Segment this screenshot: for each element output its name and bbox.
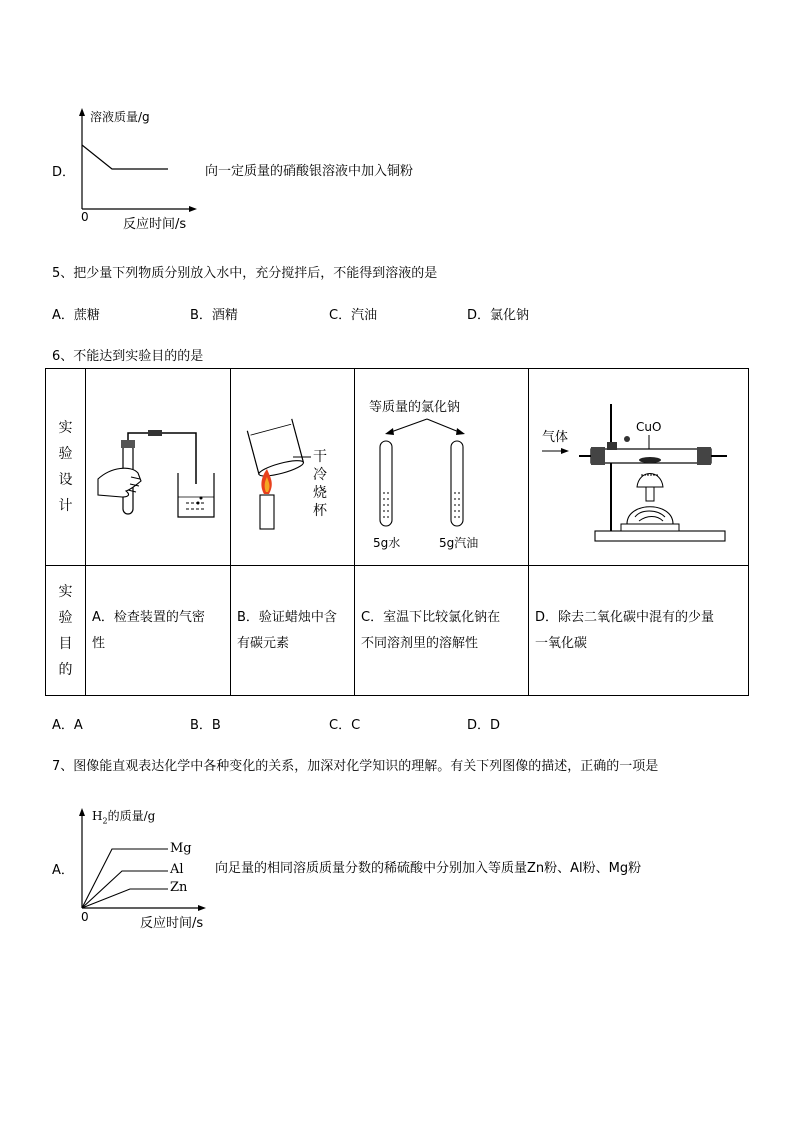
cuo-reduction-figure <box>529 369 748 561</box>
purpose-b: B．验证蜡烛中含 有碳元素 <box>231 566 355 696</box>
q6-option-c: C．C <box>329 718 361 733</box>
solubility-tubes-figure <box>355 369 528 561</box>
svg-text:干: 干 <box>313 449 327 465</box>
design-c-solubility <box>355 369 529 566</box>
q4-d-description: 向一定质量的硝酸银溶液中加入铜粉 <box>205 164 414 179</box>
q6-stem: 6、不能达到实验目的的是 <box>52 349 204 364</box>
airtightness-apparatus-figure <box>86 369 230 561</box>
series-mg-label: Mg <box>170 841 192 856</box>
purpose-a: A．检查装置的气密 性 <box>86 566 231 696</box>
q7-a-label: A． <box>52 863 74 878</box>
q7-a-description: 向足量的相同溶质质量分数的稀硫酸中分别加入等质量Zn粉、Al粉、Mg粉 <box>215 861 642 876</box>
q4-d-origin: 0 <box>81 210 89 224</box>
q4-d-label: D． <box>52 165 76 180</box>
design-a-airtightness <box>86 369 231 566</box>
design-d-cuo-apparatus <box>529 369 749 566</box>
q5-option-a: A．蔗糖 <box>52 308 100 323</box>
svg-text:冷: 冷 <box>313 467 327 483</box>
q6-option-a: A．A <box>52 718 83 733</box>
gas-label: 气体 <box>542 430 569 445</box>
q6-option-b: B．B <box>190 718 221 733</box>
q4-d-xlabel: 反应时间/s <box>123 217 187 232</box>
series-al-label: Al <box>170 862 184 877</box>
gasoline-label: 5g汽油 <box>439 536 479 550</box>
q5-stem: 5、把少量下列物质分别放入水中，充分搅拌后，不能得到溶液的是 <box>52 266 438 281</box>
q7-a-xlabel: 反应时间/s <box>140 916 204 931</box>
q5-option-c: C．汽油 <box>329 308 378 323</box>
candle-beaker-figure <box>231 369 354 561</box>
purpose-d: D．除去二氧化碳中混有的少量 一氧化碳 <box>529 566 749 696</box>
q5-option-d: D．氯化钠 <box>467 308 530 323</box>
design-header: 实 验 设 计 <box>46 369 86 566</box>
q7-a-origin: 0 <box>81 910 89 924</box>
dry-cold-beaker-label <box>313 449 328 519</box>
q4-d-ylabel: 溶液质量/g <box>90 110 150 124</box>
equal-nacl-label: 等质量的氯化钠 <box>369 400 461 415</box>
purpose-header: 实 验 目 的 <box>46 566 86 696</box>
q6-experiment-table <box>45 368 749 696</box>
water-label: 5g水 <box>373 536 401 550</box>
q7-a-ylabel: $H_2$的质量/g <box>92 809 156 826</box>
cuo-label: CuO <box>636 420 662 434</box>
q6-option-d: D．D <box>467 718 501 733</box>
q7-stem: 7、图像能直观表达化学中各种变化的关系，加深对化学知识的理解。有关下列图像的描述，正确的一项是 <box>52 759 659 774</box>
q5-option-b: B．酒精 <box>190 308 238 323</box>
design-b-candle <box>231 369 355 566</box>
svg-text:杯: 杯 <box>313 503 327 519</box>
svg-text:烧: 烧 <box>313 485 327 501</box>
purpose-c: C．室温下比较氯化钠在 不同溶剂里的溶解性 <box>355 566 529 696</box>
series-zn-label: Zn <box>170 880 188 895</box>
